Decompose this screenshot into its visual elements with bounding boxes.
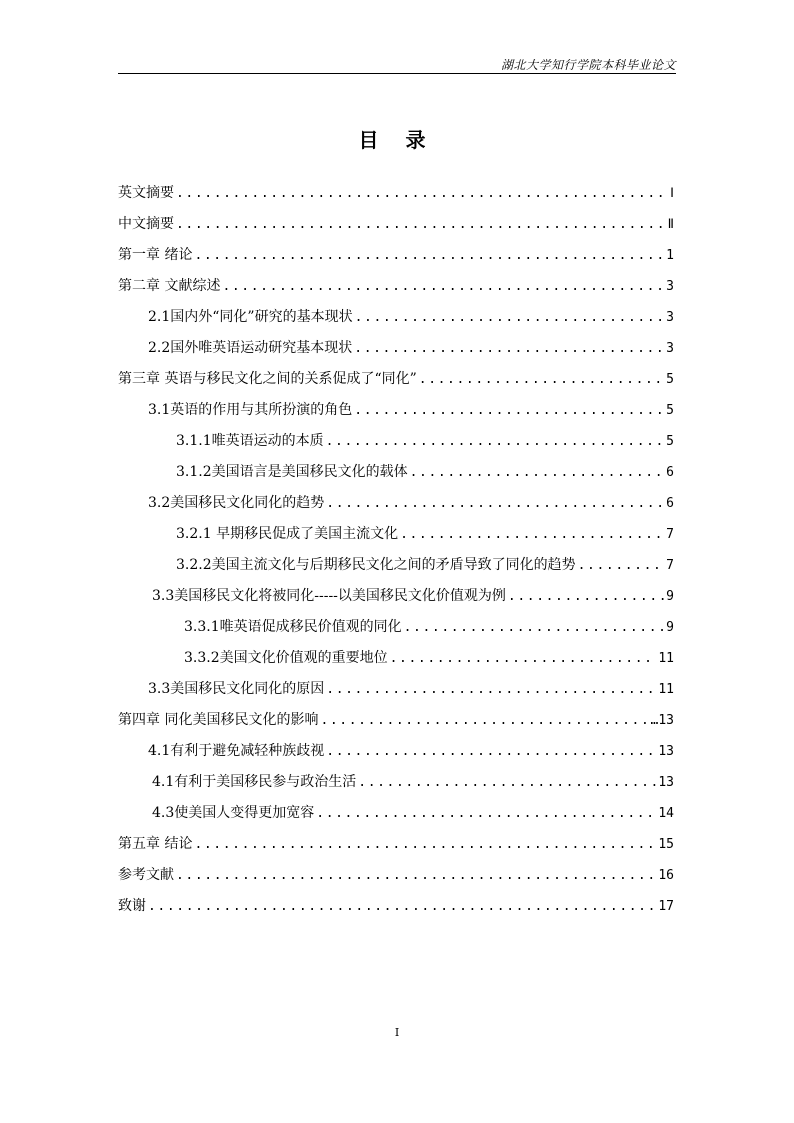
toc-entry-page: 5 bbox=[666, 434, 674, 449]
dot-leader bbox=[578, 550, 665, 581]
toc-entry-page: 13 bbox=[658, 744, 674, 759]
dot-leader bbox=[410, 457, 665, 488]
dot-leader bbox=[508, 581, 664, 612]
toc-entry-section-4-3[interactable] bbox=[118, 798, 674, 829]
toc-entry-page: Ⅰ bbox=[670, 186, 674, 201]
toc-entry-chapter-1[interactable] bbox=[118, 240, 674, 271]
toc-entry-label: 3.1.2美国语言是美国移民文化的载体 bbox=[176, 464, 408, 480]
toc-entry-section-2-2[interactable] bbox=[118, 333, 674, 364]
toc-entry-page: 15 bbox=[658, 837, 674, 852]
toc-entry-label: 3.2美国移民文化同化的趋势 bbox=[148, 495, 325, 511]
toc-entry-label: 第五章 结论 bbox=[118, 836, 193, 852]
toc-entry-page: 5 bbox=[666, 372, 674, 387]
toc-entry-label: 参考文献 bbox=[118, 867, 174, 883]
dot-leader bbox=[404, 612, 665, 643]
dot-leader bbox=[419, 364, 664, 395]
toc-entry-label: 中文摘要 bbox=[118, 216, 174, 232]
toc-entry-section-4-1-discrimination[interactable] bbox=[118, 736, 674, 767]
toc-entry-page: 3 bbox=[666, 279, 674, 294]
toc-entry-page: 11 bbox=[658, 651, 674, 666]
dot-leader bbox=[390, 643, 657, 674]
toc-entry-label: 第三章 英语与移民文化之间的关系促成了“同化” bbox=[118, 371, 417, 387]
toc-entry-chinese-abstract[interactable] bbox=[118, 209, 674, 240]
toc-entry-section-3-1[interactable] bbox=[118, 395, 674, 426]
toc-entry-label: 4.1有利于美国移民参与政治生活 bbox=[152, 774, 357, 790]
toc-entry-label: 3.3美国移民文化将被同化-----以美国移民文化价值观为例 bbox=[152, 588, 506, 604]
dot-leader bbox=[316, 798, 656, 829]
toc-entry-chapter-3[interactable] bbox=[118, 364, 674, 395]
toc-entry-section-3-1-2[interactable] bbox=[118, 457, 674, 488]
dot-leader bbox=[194, 829, 656, 860]
running-header: 湖北大学知行学院本科毕业论文 bbox=[500, 58, 676, 72]
dot-leader bbox=[326, 736, 656, 767]
toc-entry-label: 第二章 文献综述 bbox=[118, 278, 221, 294]
toc-entry-chapter-5[interactable] bbox=[118, 829, 674, 860]
toc-entry-page: 9 bbox=[666, 589, 674, 604]
toc-entry-label: 3.3美国移民文化同化的原因 bbox=[148, 681, 325, 697]
toc-entry-page: 1 bbox=[666, 248, 674, 263]
toc-entry-label: 英文摘要 bbox=[118, 185, 174, 201]
toc-entry-label: 4.1有利于避免减轻种族歧视 bbox=[148, 743, 325, 759]
dot-leader bbox=[354, 395, 664, 426]
toc-entry-section-3-1-1[interactable] bbox=[118, 426, 674, 457]
dot-leader bbox=[176, 860, 656, 891]
toc-entry-page: 13 bbox=[658, 775, 674, 790]
toc-entry-label: 4.3使美国人变得更加宽容 bbox=[152, 805, 315, 821]
toc-entry-section-3-2-1[interactable] bbox=[118, 519, 674, 550]
toc-entry-section-3-3-1[interactable] bbox=[118, 612, 674, 643]
toc-entry-section-3-3-assimilation[interactable] bbox=[118, 581, 674, 612]
toc-entry-page: Ⅱ bbox=[667, 217, 674, 232]
toc-entry-page: 7 bbox=[666, 558, 674, 573]
toc-entry-page: 3 bbox=[666, 341, 674, 356]
toc-entry-label: 3.2.2美国主流文化与后期移民文化之间的矛盾导致了同化的趋势 bbox=[176, 557, 576, 573]
toc-entry-page: 7 bbox=[666, 527, 674, 542]
toc-entry-section-3-3-2[interactable] bbox=[118, 643, 674, 674]
dot-leader bbox=[194, 240, 664, 271]
toc-entry-section-3-2[interactable] bbox=[118, 488, 674, 519]
toc-entry-chapter-4[interactable] bbox=[118, 705, 674, 736]
dot-leader bbox=[400, 519, 664, 550]
toc-entry-page: 17 bbox=[658, 899, 674, 914]
dot-leader bbox=[354, 333, 664, 364]
toc-entry-label: 2.2国外唯英语运动研究基本现状 bbox=[148, 340, 353, 356]
toc-entry-label: 3.3.2美国文化价值观的重要地位 bbox=[184, 650, 388, 666]
dot-leader bbox=[326, 674, 656, 705]
dot-leader bbox=[326, 426, 665, 457]
dot-leader bbox=[320, 705, 648, 736]
toc-entry-page: 6 bbox=[666, 496, 674, 511]
toc-entry-label: 致谢 bbox=[118, 898, 146, 914]
toc-entry-page: 9 bbox=[666, 620, 674, 635]
dot-leader bbox=[358, 767, 656, 798]
toc-entry-label: 第四章 同化美国移民文化的影响 bbox=[118, 712, 319, 728]
toc-entry-section-2-1[interactable] bbox=[118, 302, 674, 333]
toc-entry-references[interactable] bbox=[118, 860, 674, 891]
toc-entry-label: 3.1.1唯英语运动的本质 bbox=[176, 433, 324, 449]
dot-leader bbox=[176, 178, 668, 209]
toc-entry-section-3-2-2[interactable] bbox=[118, 550, 674, 581]
toc-entry-label: 3.3.1唯英语促成移民价值观的同化 bbox=[184, 619, 402, 635]
toc-entry-page: 5 bbox=[666, 403, 674, 418]
table-of-contents bbox=[118, 178, 674, 922]
page-number-footer: I bbox=[394, 1026, 400, 1039]
dot-leader bbox=[176, 209, 666, 240]
dot-leader bbox=[222, 271, 664, 302]
toc-entry-acknowledgements[interactable] bbox=[118, 891, 674, 922]
toc-entry-page: 16 bbox=[658, 868, 674, 883]
header-rule bbox=[118, 73, 676, 74]
toc-entry-label: 3.2.1 早期移民促成了美国主流文化 bbox=[176, 526, 399, 542]
toc-entry-page: 11 bbox=[658, 682, 674, 697]
dot-leader bbox=[148, 891, 656, 922]
toc-entry-section-4-1-politics[interactable] bbox=[118, 767, 674, 798]
toc-entry-page: 3 bbox=[666, 310, 674, 325]
toc-entry-english-abstract[interactable] bbox=[118, 178, 674, 209]
toc-entry-label: 第一章 绪论 bbox=[118, 247, 193, 263]
toc-entry-label: 3.1英语的作用与其所扮演的角色 bbox=[148, 402, 353, 418]
dot-leader bbox=[355, 302, 665, 333]
toc-entry-page: 14 bbox=[658, 806, 674, 821]
toc-entry-page: …13 bbox=[650, 713, 674, 728]
dot-leader bbox=[326, 488, 664, 519]
toc-entry-page: 6 bbox=[666, 465, 674, 480]
page-title: 目 录 bbox=[358, 128, 436, 152]
toc-entry-label: 2.1国内外“同化”研究的基本现状 bbox=[148, 309, 353, 325]
toc-entry-section-3-3-reasons[interactable] bbox=[118, 674, 674, 705]
toc-entry-chapter-2[interactable] bbox=[118, 271, 674, 302]
